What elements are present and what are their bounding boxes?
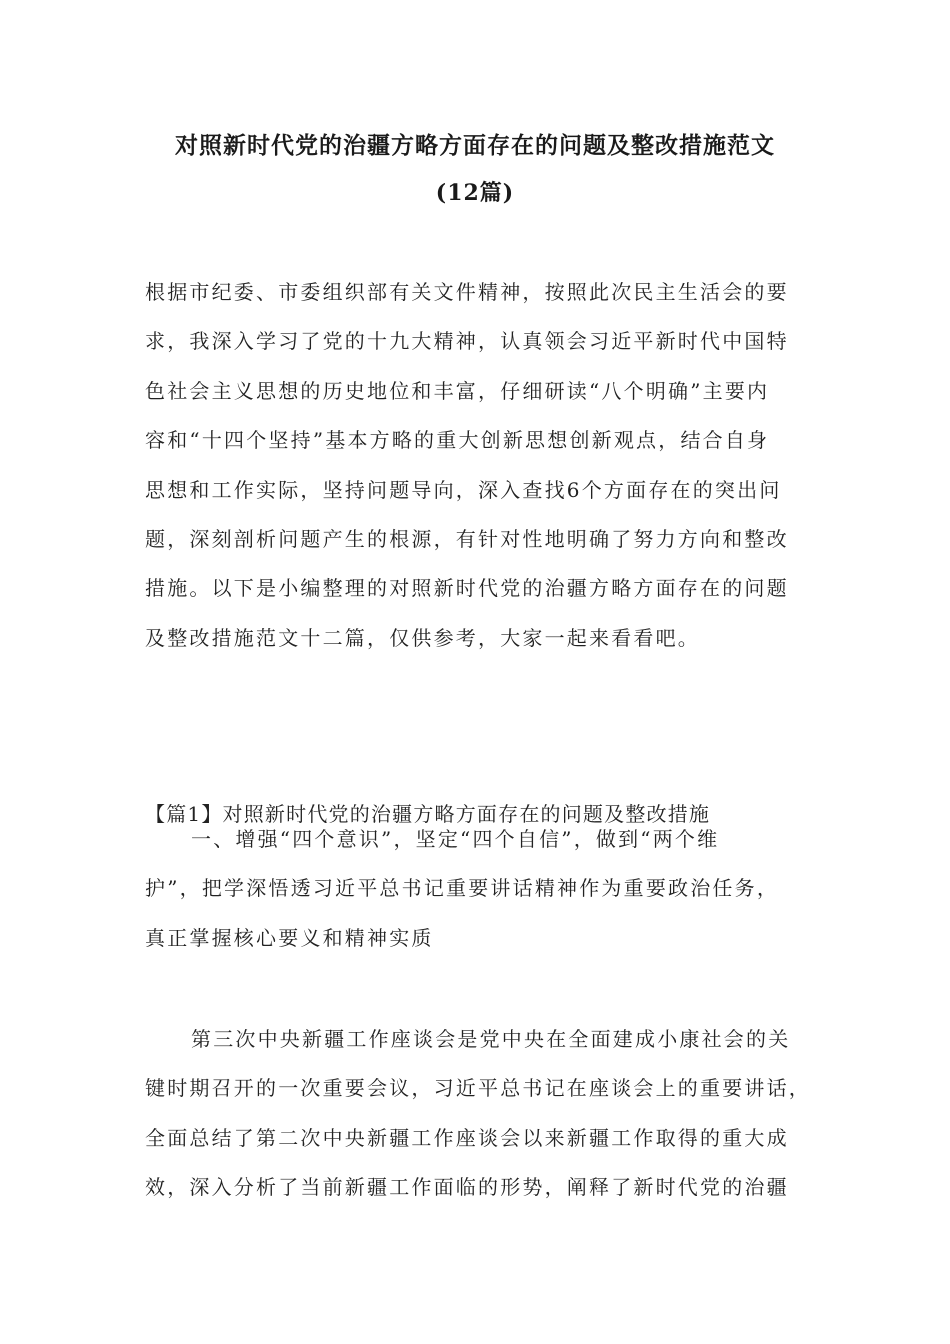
body-line: 效，深入分析了当前新疆工作面临的形势，阐释了新时代党的治疆 bbox=[145, 1175, 789, 1200]
intro-line: 求，我深入学习了党的十九大精神，认真领会习近平新时代中国特 bbox=[145, 329, 789, 354]
subheading-line: 护”，把学深悟透习近平总书记重要讲话精神作为重要政治任务， bbox=[145, 876, 780, 901]
body-line: 第三次中央新疆工作座谈会是党中央在全面建成小康社会的关 bbox=[191, 1027, 791, 1051]
intro-line: 措施。以下是小编整理的对照新时代党的治疆方略方面存在的问题 bbox=[145, 576, 789, 601]
body-paragraph bbox=[145, 1015, 835, 1213]
section-subheading bbox=[145, 815, 835, 963]
section-heading-text: 【篇1】对照新时代党的治疆方略方面存在的问题及整改措施 bbox=[145, 802, 711, 826]
intro-paragraph bbox=[145, 268, 835, 663]
intro-line: 题，深刻剖析问题产生的根源，有针对性地明确了努力方向和整改 bbox=[145, 526, 789, 551]
subheading-line: 一、增强“四个意识”，坚定“四个自信”，做到“两个维 bbox=[191, 827, 720, 851]
body-line: 键时期召开的一次重要会议，习近平总书记在座谈会上的重要讲话， bbox=[145, 1076, 811, 1101]
document-title-count: (12篇) bbox=[435, 180, 515, 206]
body-line: 全面总结了第二次中央新疆工作座谈会以来新疆工作取得的重大成 bbox=[145, 1125, 789, 1150]
intro-line: 根据市纪委、市委组织部有关文件精神，按照此次民主生活会的要 bbox=[145, 280, 789, 304]
intro-line: 色社会主义思想的历史地位和丰富，仔细研读“八个明确”主要内 bbox=[145, 378, 770, 403]
intro-line: 思想和工作实际，坚持问题导向，深入查找6个方面存在的突出问 bbox=[145, 477, 782, 502]
intro-line: 容和“十四个坚持”基本方略的重大创新思想创新观点，结合自身 bbox=[145, 428, 770, 453]
subheading-line: 真正掌握核心要义和精神实质 bbox=[145, 925, 434, 950]
document-title: 对照新时代党的治疆方略方面存在的问题及整改措施范文 bbox=[175, 132, 775, 159]
intro-line: 及整改措施范文十二篇，仅供参考，大家一起来看看吧。 bbox=[145, 625, 700, 650]
